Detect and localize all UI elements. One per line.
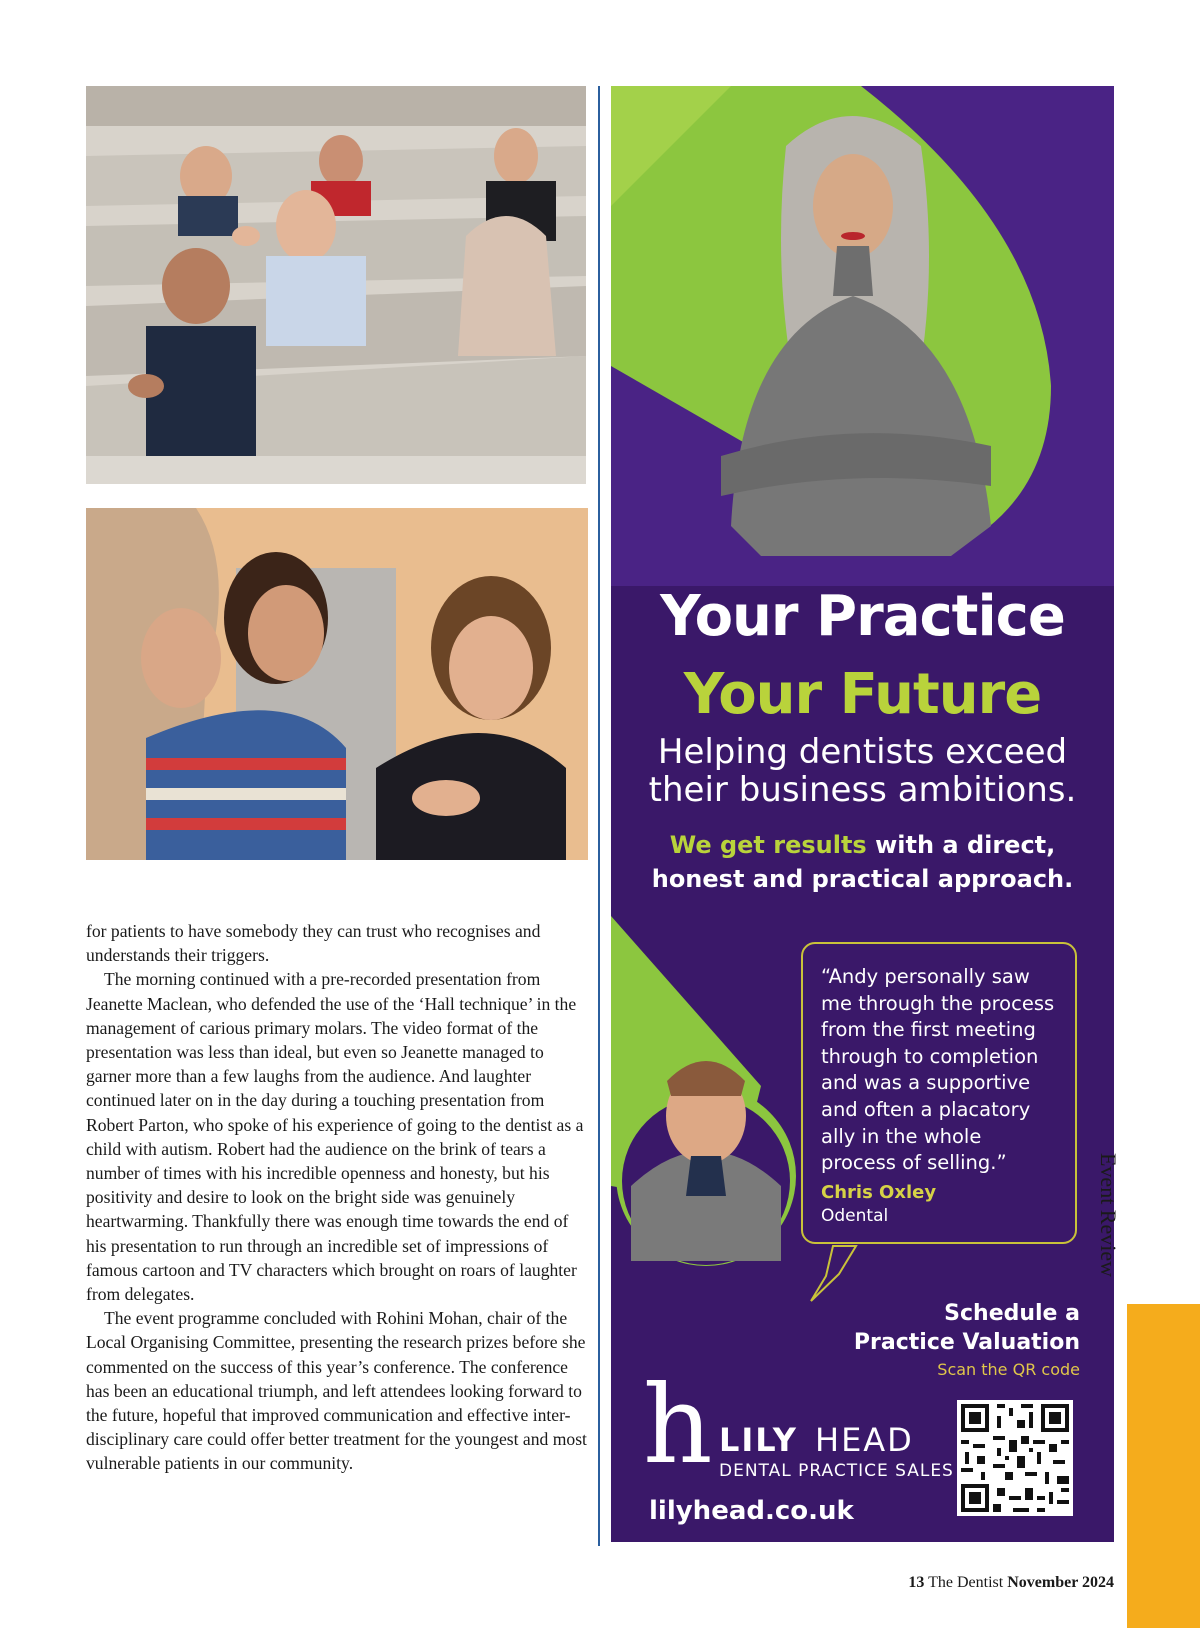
advert-headline: Your Practice: [660, 584, 1065, 649]
advert-url-link[interactable]: lilyhead.co.uk: [649, 1496, 854, 1526]
article-paragraph: The morning continued with a pre-recorded presentation from Jeanette Maclean, who defended the use of the ‘Hall technique’ in the management of carious primary molars. The video format of the presentation was less than ideal, but even so Jeanette managed to garner more than a few laughs from the audience. And laughter continued later on in the day during a touching presentation from Robert Parton, who spoke of his experience of going to the dentist as a child with autism. Robert had the audience on the brink of tears a number of times with his incredible openness and honesty, but his positivity and desire to look on the bright side was genuinely heartwarming. Thankfully there was enough time towards the end of his presentation to run through an incredible set of impressions of famous cartoon and TV characters which brought on roars of laughter from delegates.: [86, 969, 584, 1305]
lily-head-advert[interactable]: [611, 86, 1114, 1542]
testimonial-company: Odental: [821, 1206, 889, 1226]
issue-date: November 2024: [1007, 1574, 1114, 1591]
article-paragraph: The event programme concluded with Rohini Mohan, chair of the Local Organising Committee, presenting the research prizes before she commented on the success of this year’s conference. The conference has been an educational triumph, and left attendees looking forward to the future, hopeful that improved communication and effective inter-disciplinary care could offer better treatment for the youngest and most vulnerable patients in our community.: [86, 1308, 587, 1474]
cta-line: Schedule a: [944, 1301, 1080, 1326]
results-rest: with a direct,: [866, 831, 1056, 859]
cta-line: Practice Valuation: [853, 1330, 1080, 1355]
results-line-2: honest and practical approach.: [651, 865, 1074, 893]
audience-photo: [86, 86, 586, 484]
article-body: [86, 919, 592, 1476]
publication-name: The Dentist: [928, 1574, 1004, 1591]
logo-letter: h: [643, 1363, 713, 1488]
advert-results-statement: [611, 828, 1114, 896]
advert-subheading: their business ambitions.: [648, 770, 1077, 810]
page-footer: [908, 1574, 1114, 1592]
page-number: 13: [908, 1574, 925, 1591]
cta-scan-instruction: Scan the QR code: [937, 1360, 1080, 1379]
advert-subheading: Helping dentists exceed: [657, 732, 1068, 772]
logo-word-lily: LILY: [719, 1421, 798, 1459]
advert-headline-highlight: Your Future: [683, 662, 1042, 727]
column-divider: [598, 86, 600, 1546]
testimonial-bubble: [801, 942, 1077, 1244]
results-highlight: We get results: [669, 831, 867, 859]
testimonial-author: Chris Oxley: [821, 1182, 937, 1203]
article-paragraph: for patients to have somebody they can trust who recognises and understands their triggers.: [86, 921, 541, 966]
delegates-photo: [86, 508, 588, 860]
logo-word-head: HEAD: [815, 1421, 914, 1459]
logo-tagline: DENTAL PRACTICE SALES: [719, 1461, 954, 1481]
qr-code-icon[interactable]: [957, 1400, 1073, 1516]
section-label: Event Review: [1096, 1152, 1121, 1278]
section-tab: [1127, 1304, 1200, 1628]
testimonial-quote: “Andy personally saw me through the process from the first meeting through to completion and was a supportive and often a placatory ally in the whole process of selling.”: [821, 965, 1055, 1175]
